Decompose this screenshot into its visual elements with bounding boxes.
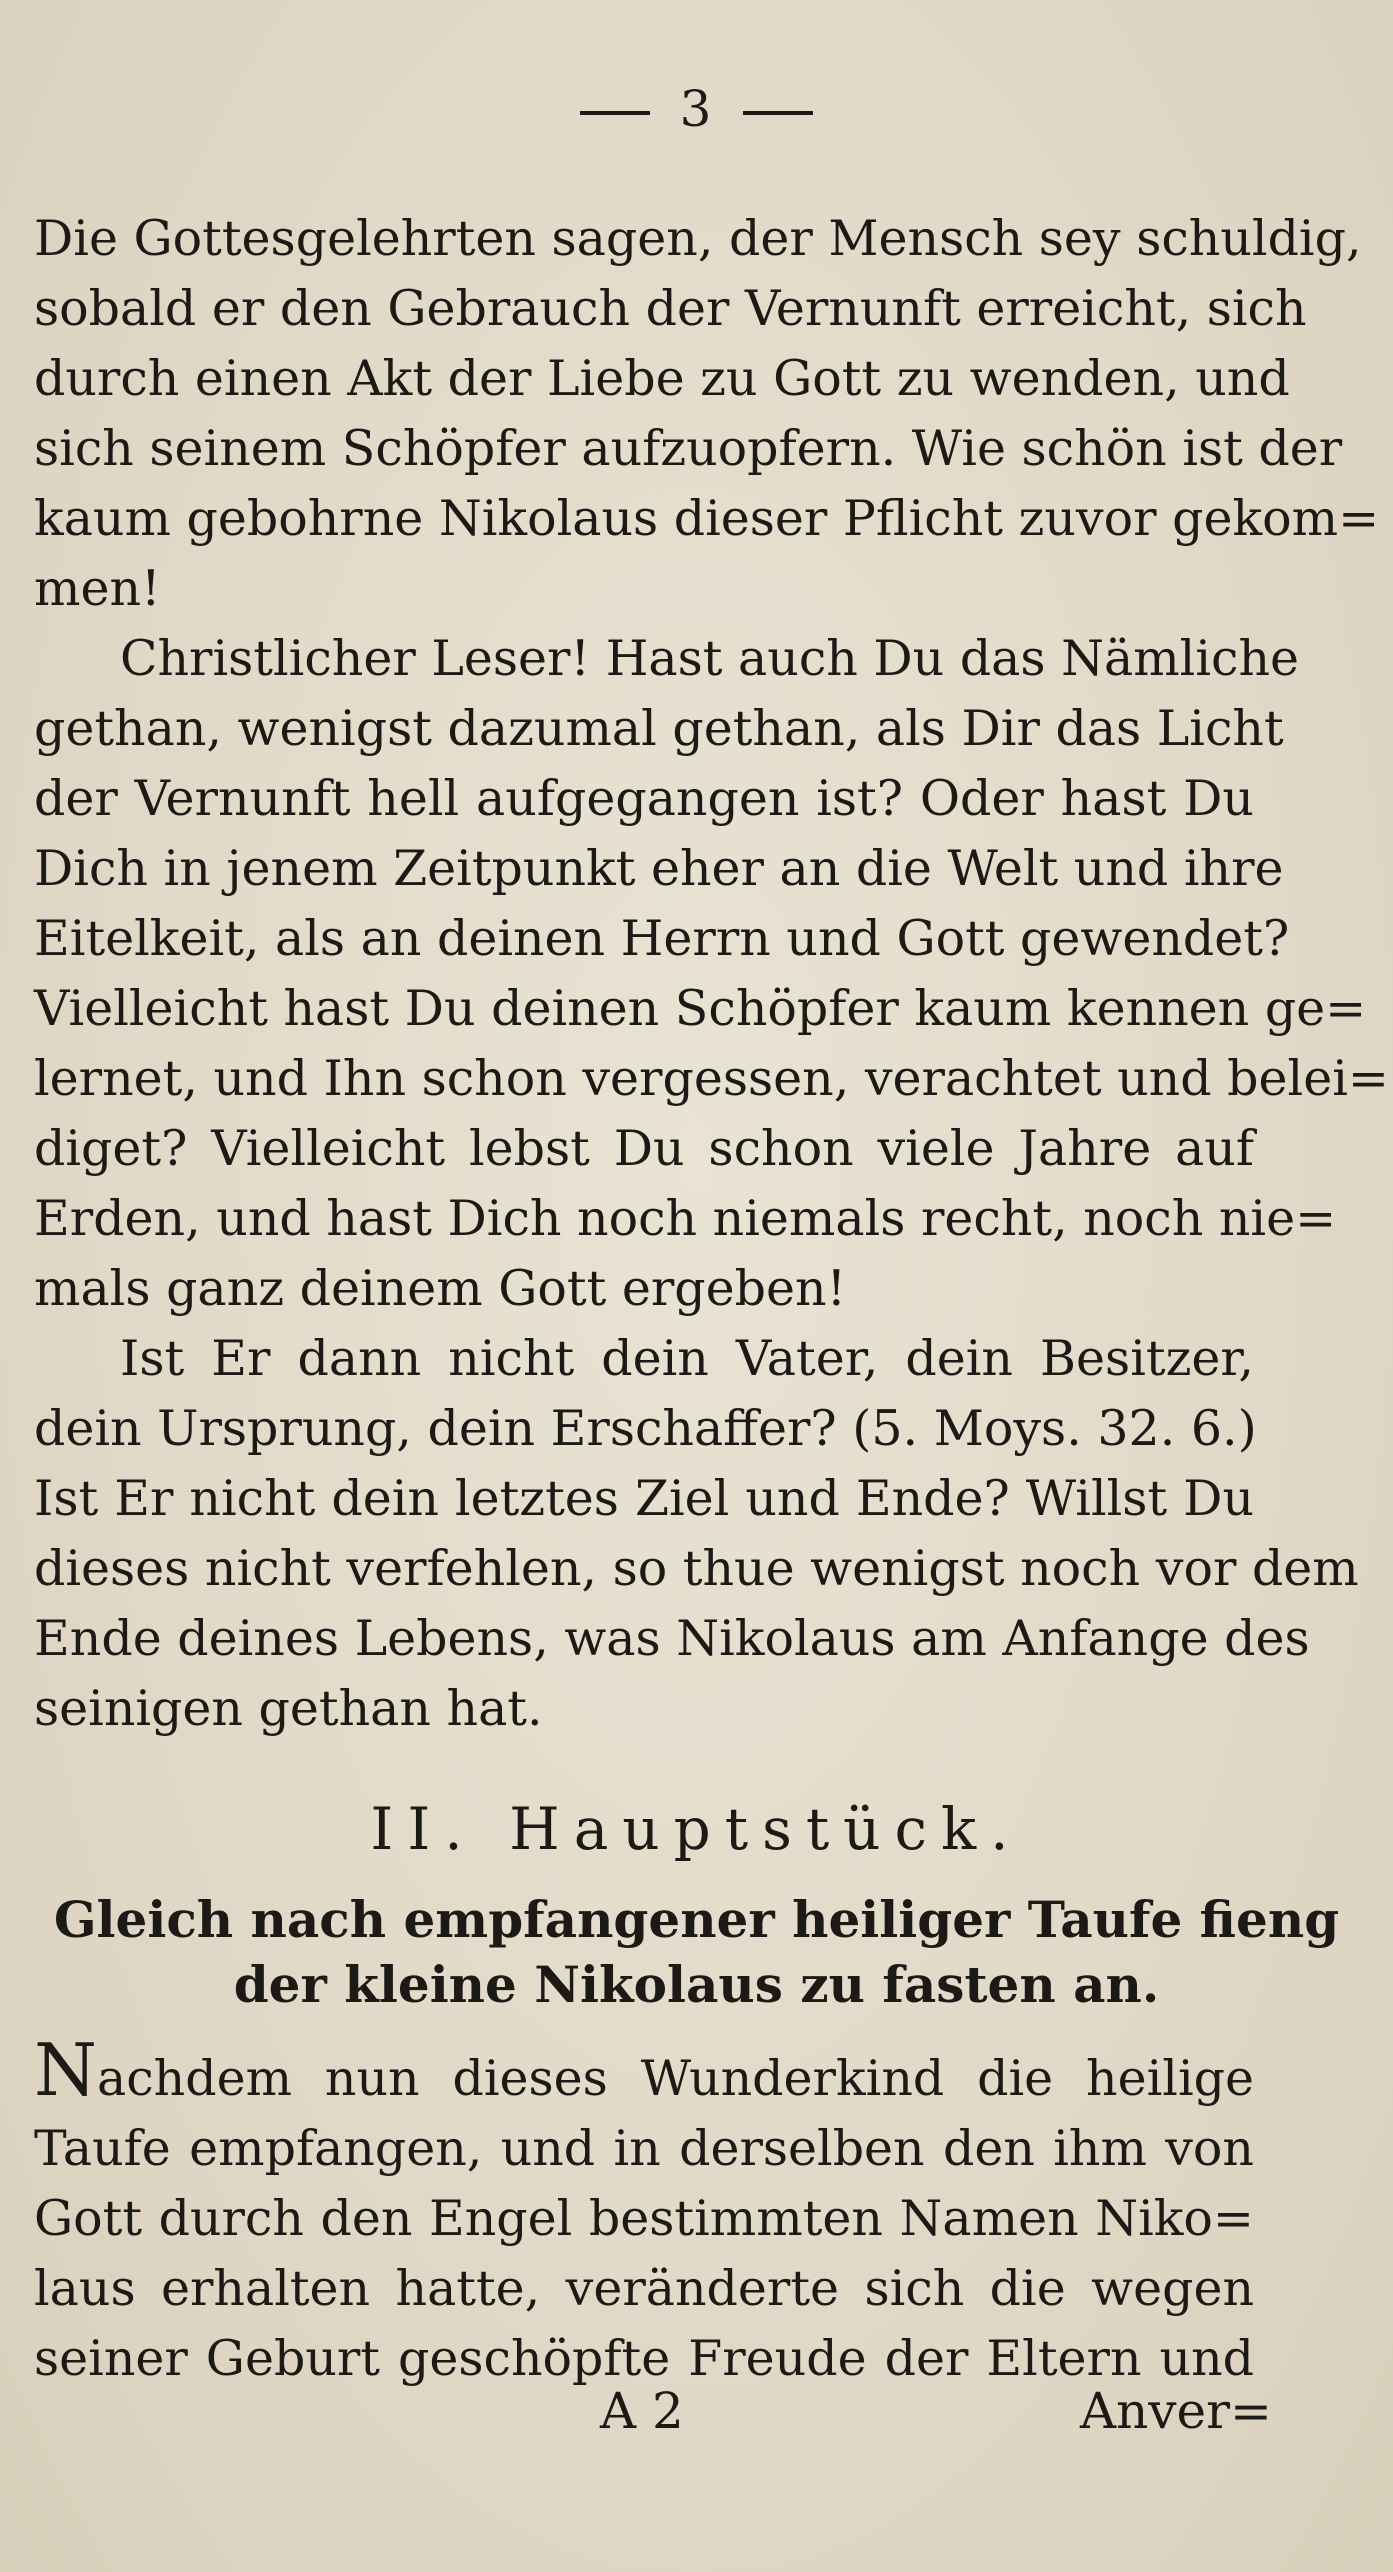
text-line: dein Ursprung, dein Erschaffer? (5. Moys. 32. 6.) — [34, 1400, 1257, 1457]
catchword: Anver= — [1080, 2382, 1272, 2440]
text-line: sich seinem Schöpfer aufzuopfern. Wie schön ist der — [34, 420, 1343, 477]
text-line: Eitelkeit, als an deinen Herrn und Gott gewendet? — [34, 910, 1290, 967]
text-line: lernet, und Ihn schon vergessen, verachtet und belei= — [34, 1050, 1389, 1107]
dash-left — [580, 111, 650, 115]
text-line: diget? Vielleicht lebst Du schon viele Jahre auf — [34, 1120, 1254, 1177]
section-first-line — [34, 2028, 1254, 2112]
text-line: Ende deines Lebens, was Nikolaus am Anfange des — [34, 1610, 1310, 1667]
text-line: Ist Er dann nicht dein Vater, dein Besitzer, — [120, 1330, 1254, 1387]
text-line: Ist Er nicht dein letztes Ziel und Ende? Willst Du — [34, 1470, 1254, 1527]
dash-right — [743, 111, 813, 115]
drop-cap: N — [34, 2028, 97, 2112]
text-line: laus erhalten hatte, veränderte sich die wegen — [34, 2260, 1254, 2317]
text-line: der Vernunft hell aufgegangen ist? Oder hast Du — [34, 770, 1254, 827]
text-line: Christlicher Leser! Hast auch Du das Nämliche — [120, 630, 1300, 687]
text-line: durch einen Akt der Liebe zu Gott zu wenden, und — [34, 350, 1290, 407]
page-number-header — [0, 80, 1393, 138]
text-line: men! — [34, 560, 161, 617]
first-line-text: achdem nun dieses Wunderkind die heilige — [97, 2050, 1254, 2107]
text-line: sobald er den Gebrauch der Vernunft erreicht, sich — [34, 280, 1307, 337]
chapter-heading: II. Hauptstück. — [370, 1795, 1023, 1863]
text-line: Gott durch den Engel bestimmten Namen Niko= — [34, 2190, 1254, 2247]
text-line: gethan, wenigst dazumal gethan, als Dir das Licht — [34, 700, 1284, 757]
chapter-caption-line: der kleine Nikolaus zu fasten an. — [233, 1955, 1160, 2014]
text-line: Taufe empfangen, und in derselben den ihm von — [34, 2120, 1254, 2177]
text-line: seinigen gethan hat. — [34, 1680, 543, 1737]
page-number: 3 — [679, 80, 714, 138]
signature-mark: A 2 — [600, 2382, 684, 2440]
text-line: kaum gebohrne Nikolaus dieser Pflicht zuvor gekom= — [34, 490, 1380, 547]
text-line: seiner Geburt geschöpfte Freude der Eltern und — [34, 2330, 1254, 2387]
chapter-caption-line: Gleich nach empfangener heiliger Taufe fieng — [53, 1890, 1340, 1949]
text-line: Erden, und hast Dich noch niemals recht, noch nie= — [34, 1190, 1337, 1247]
text-line: Die Gottesgelehrten sagen, der Mensch sey schuldig, — [34, 210, 1362, 267]
text-line: dieses nicht verfehlen, so thue wenigst noch vor dem — [34, 1540, 1359, 1597]
text-line: mals ganz deinem Gott ergeben! — [34, 1260, 847, 1317]
text-line: Vielleicht hast Du deinen Schöpfer kaum kennen ge= — [34, 980, 1367, 1037]
text-line: Dich in jenem Zeitpunkt eher an die Welt und ihre — [34, 840, 1284, 897]
